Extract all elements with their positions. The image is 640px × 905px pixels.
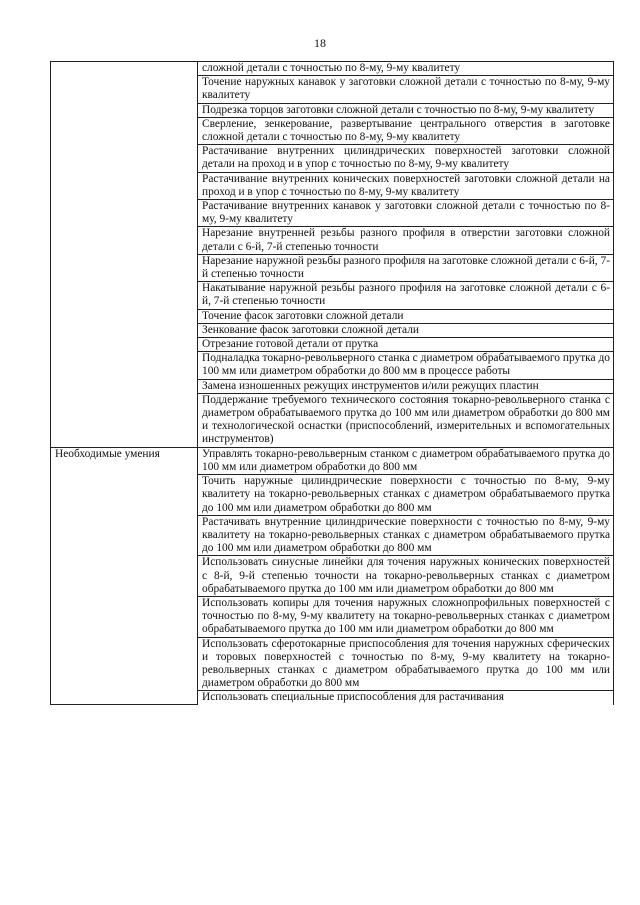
action-cell: Растачивание внутренних цилиндрических поверхностей заготовки сложной детали на проход и в упор с точностью по 8-му, 9-му квалитету [198,145,614,172]
action-cell: Нарезание наружной резьбы разного профиля на заготовке сложной детали с 6-й, 7-й степенью точности [198,254,614,281]
action-cell: Растачивание внутренних канавок у заготовки сложной детали с точностью по 8-му, 9-му квалитету [198,200,614,227]
action-cell: Сверление, зенкерование, развертывание центрального отверстия в заготовке сложной детали с точностью по 8-му, 9-му квалитету [198,117,614,144]
action-cell: Точение фасок заготовки сложной детали [198,309,614,323]
action-cell: сложной детали с точностью по 8-му, 9-му квалитету [198,62,614,76]
requirements-table [50,61,614,705]
action-cell: Зенкование фасок заготовки сложной детали [198,323,614,337]
action-cell: Замена изношенных режущих инструментов и/или режущих пластин [198,379,614,393]
label-cell-empty [51,62,198,448]
skill-cell: Управлять токарно-револьверным станком с диаметром обрабатываемого прутка до 100 мм или диаметром обработки до 800 мм [198,447,614,474]
action-cell: Отрезание готовой детали от прутка [198,338,614,352]
action-cell: Поддержание требуемого технического состояния токарно-револьверного станка с диаметром обрабатываемого прутка до 100 мм или диаметром обработки до 800 мм и технологической оснастки (приспособлений, измерительных и вспомогательных инструментов) [198,393,614,447]
table-row [51,447,614,474]
page-number: 18 [314,36,326,50]
action-cell: Накатывание наружной резьбы разного профиля на заготовке сложной детали с 6-й, 7-й степенью точности [198,282,614,309]
table-row [51,62,614,76]
action-cell: Растачивание внутренних конических поверхностей заготовки сложной детали на проход и в упор с точностью по 8-му, 9-му квалитету [198,172,614,199]
skill-cell: Использовать синусные линейки для точения наружных конических поверхностей с 8-й, 9-й степенью точности на токарно-револьверных станках с диаметром обрабатываемого прутка до 100 мм или диаметром обработки до 800 мм [198,556,614,597]
action-cell: Подрезка торцов заготовки сложной детали с точностью по 8-му, 9-му квалитету [198,103,614,117]
action-cell: Точение наружных канавок у заготовки сложной детали с точностью по 8-му, 9-му квалитету [198,76,614,103]
section-label-skills: Необходимые умения [51,447,198,704]
table-body [51,62,614,705]
action-cell: Нарезание внутренней резьбы разного профиля в отверстии заготовки сложной детали с 6-й, 7-й степенью точности [198,227,614,254]
skill-cell: Точить наружные цилиндрические поверхности с точностью по 8-му, 9-му квалитету на токарно-револьверных станках с диаметром обрабатываемого прутка до 100 мм или диаметром обработки до 800 мм [198,475,614,516]
skill-cell: Использовать копиры для точения наружных сложнопрофильных поверхностей с точностью по 8-му, 9-му квалитету на токарно-револьверных станках с диаметром обрабатываемого прутка до 100 мм или диаметром обработки до 800 мм [198,596,614,637]
skill-cell: Использовать сферотокарные приспособления для точения наружных сферических и торовых поверхностей с точностью по 8-му, 9-му квалитету на токарно-револьверных станках с диаметром обрабатываемого прутка до 100 мм или диаметром обработки до 800 мм [198,637,614,691]
skill-cell: Использовать специальные приспособления для растачивания [198,691,614,705]
action-cell: Подналадка токарно-револьверного станка с диаметром обрабатываемого прутка до 100 мм или диаметром обработки до 800 мм в процессе работы [198,352,614,379]
skill-cell: Растачивать внутренние цилиндрические поверхности с точностью по 8-му, 9-му квалитету на токарно-револьверных станках с диаметром обрабатываемого прутка до 100 мм или диаметром обработки до 800 мм [198,515,614,556]
